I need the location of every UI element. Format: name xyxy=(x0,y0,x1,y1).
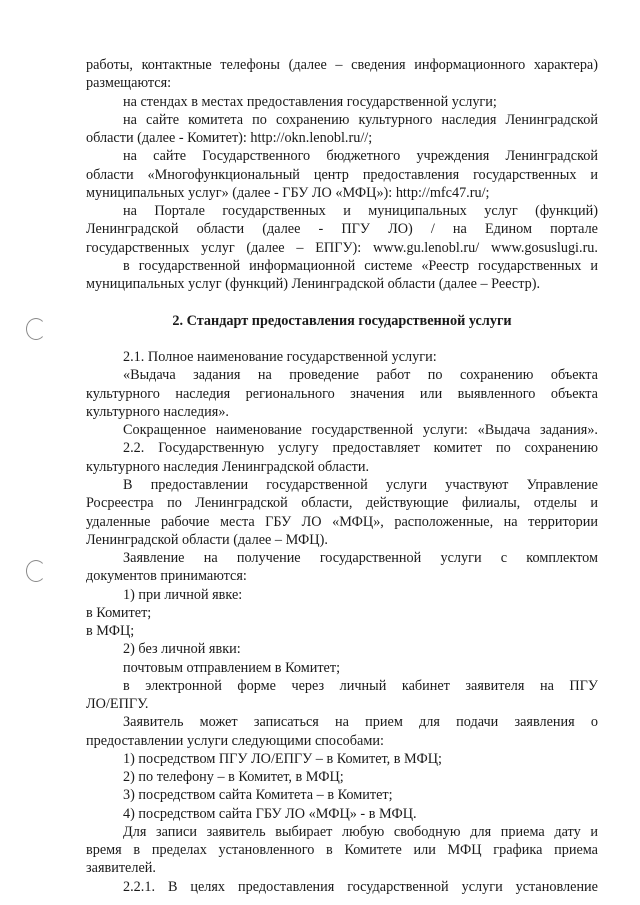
text-line: 4) посредством сайта ГБУ ЛО «МФЦ» - в МФЦ. xyxy=(123,805,417,822)
section-heading: 2. Стандарт предоставления государственной услуги xyxy=(172,312,512,329)
text-line: Для записи заявитель выбирает любую свободную для приема дату и xyxy=(123,823,598,840)
text-line: Ленинградской области (далее - ПГУ ЛО) / на Едином портале xyxy=(86,221,598,238)
text-line: В предоставлении государственной услуги участвуют Управление xyxy=(123,477,598,493)
punch-hole-mark xyxy=(26,318,46,340)
text-line: государственных услуг (далее – ЕПГУ): www.gu.lenobl.ru/ www.gosuslugi.ru. xyxy=(86,239,598,256)
text-line: Заявитель может записаться на прием для подачи заявления о xyxy=(123,714,598,731)
text-line: на сайте комитета по сохранению культурного наследия Ленинградской xyxy=(123,111,598,128)
text-line: Росреестра по Ленинградской области, действующие филиалы, отделы и xyxy=(86,495,598,512)
text-line: размещаются: xyxy=(86,75,172,92)
text-line: в государственной информационной системе «Реестр государственных и xyxy=(123,257,598,274)
text-line: 2.2. Государственную услугу предоставляет комитет по сохранению xyxy=(123,440,598,457)
text-line: документов принимаются: xyxy=(86,568,247,585)
text-line: почтовым отправлением в Комитет; xyxy=(123,659,341,676)
text-line: области (далее - Комитет): http://okn.lenobl.ru//; xyxy=(86,130,373,147)
text-line: 2) без личной явки: xyxy=(123,641,241,658)
text-line: в электронной форме через личный кабинет заявителя на ПГУ xyxy=(123,677,598,694)
text-line: 1) посредством ПГУ ЛО/ЕПГУ – в Комитет, в МФЦ; xyxy=(123,750,443,767)
text-line: заявителей. xyxy=(86,860,156,877)
text-line: в Комитет; xyxy=(86,604,152,621)
text-line: 2.2.1. В целях предоставления государственной услуги установление xyxy=(123,878,598,895)
text-line: культурного наследия регионального значения или выявленного объекта xyxy=(86,385,598,402)
text-line: Заявление на получение государственной услуги с комплектом xyxy=(123,550,598,567)
text-line: 2) по телефону – в Комитет, в МФЦ; xyxy=(123,769,344,786)
punch-hole-mark xyxy=(26,560,46,582)
text-line: Сокращенное наименование государственной услуги: «Выдача задания». xyxy=(123,422,598,439)
text-line: на Портале государственных и муниципальных услуг (функций) xyxy=(123,203,598,220)
text-line: культурного наследия». xyxy=(86,403,229,420)
text-line: 3) посредством сайта Комитета – в Комитет; xyxy=(123,787,393,804)
text-line: в МФЦ; xyxy=(86,623,135,640)
text-line: на стендах в местах предоставления государственной услуги; xyxy=(123,93,497,110)
text-line: удаленные рабочие места ГБУ ЛО «МФЦ», расположенные, на территории xyxy=(86,513,598,530)
text-line: на сайте Государственного бюджетного учреждения Ленинградской xyxy=(123,148,598,165)
text-line: области «Многофункциональный центр предоставления государственных и xyxy=(86,166,598,183)
text-line: муниципальных услуг» (далее - ГБУ ЛО «МФЦ»): http://mfc47.ru/; xyxy=(86,184,490,201)
text-line: время в пределах установленного в Комитете или МФЦ графика приема xyxy=(86,842,598,859)
text-line: ЛО/ЕПГУ. xyxy=(86,696,149,713)
text-line: «Выдача задания на проведение работ по сохранению объекта xyxy=(123,367,598,384)
text-line: 1) при личной явке: xyxy=(123,586,243,603)
text-line: культурного наследия Ленинградской области. xyxy=(86,458,370,475)
text-line: 2.1. Полное наименование государственной услуги: xyxy=(123,349,437,366)
text-line: Ленинградской области (далее – МФЦ). xyxy=(86,531,328,548)
text-line: муниципальных услуг (функций) Ленинградской области (далее – Реестр). xyxy=(86,276,541,293)
text-line: предоставлении услуги следующими способами: xyxy=(86,732,384,749)
text-line: работы, контактные телефоны (далее – сведения информационного характера) xyxy=(86,57,598,73)
